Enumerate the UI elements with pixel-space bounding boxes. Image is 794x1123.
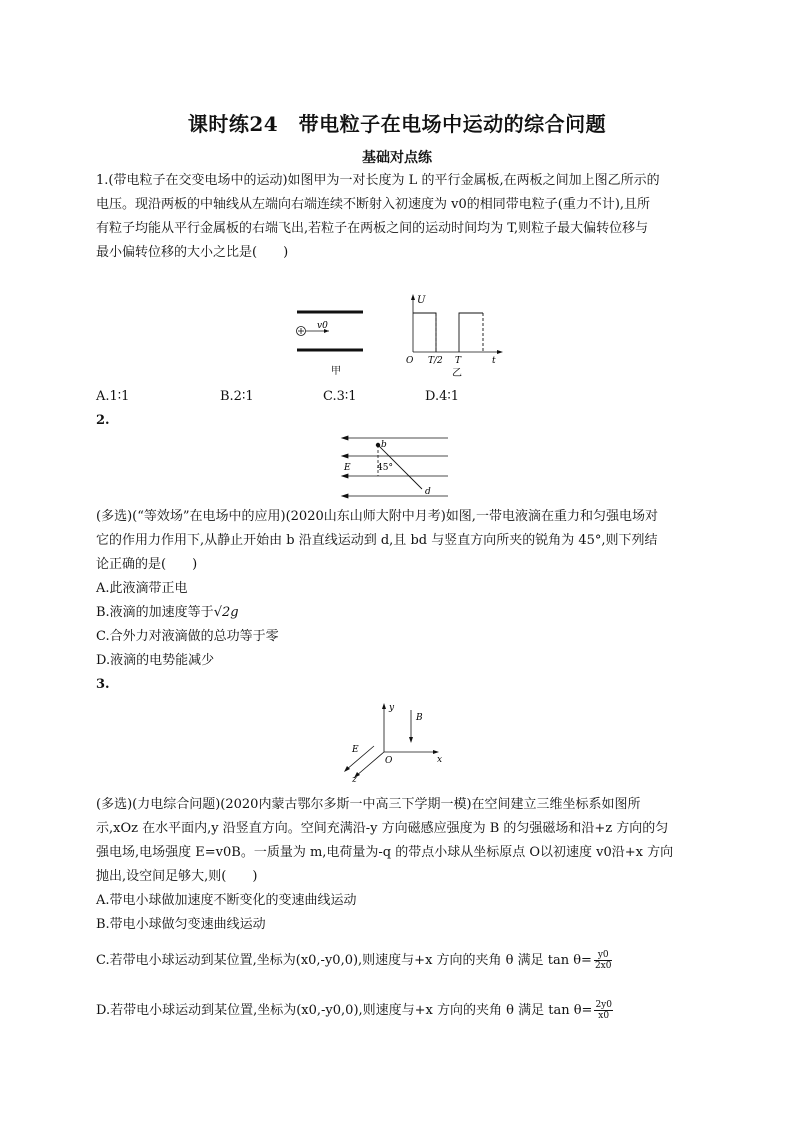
q3-option-b: B.带电小球做匀变速曲线运动 xyxy=(96,917,266,932)
q1-option-c: C.3∶1 xyxy=(323,389,357,404)
q3-option-c xyxy=(96,950,612,971)
field-lines xyxy=(342,436,448,498)
angle-label: 45° xyxy=(377,463,393,473)
q3-option-c-fraction: $\frac{y0}{2x0}$ xyxy=(594,950,612,971)
z-axis xyxy=(356,752,384,776)
half-period-label: T/2 xyxy=(428,356,443,366)
figure-a-caption: 甲 xyxy=(331,366,341,377)
q2-number: 2. xyxy=(96,413,110,428)
q3-stem-line-1: (多选)(力电综合问题)(2020内蒙古鄂尔多斯一中高三下学期一模)在空间建立三维坐标系如图所 xyxy=(96,797,641,812)
q1-figure-plates xyxy=(285,300,375,380)
x-label: x xyxy=(437,755,443,765)
q2-stem-line-2: 它的作用力作用下,从静止开始由 b 沿直线运动到 d,且 bd 与竖直方向所夹的锐角为 45°,则下列结 xyxy=(96,533,658,548)
q2-stem-line-3: 论正确的是( ) xyxy=(96,557,198,572)
b-label: B xyxy=(416,713,423,723)
q1-option-d: D.4∶1 xyxy=(425,389,460,404)
q3-option-d-text: D.若带电小球运动到某位置,坐标为(x0,-y0,0),则速度与+x 方向的夹角 θ 满足 tan θ= xyxy=(96,1003,593,1018)
q1-stem-line-4: 最小偏转位移的大小之比是( ) xyxy=(96,245,289,260)
q1-stem-line-3: 有粒子均能从平行金属板的右端飞出,若粒子在两板之间的运动时间均为 T,则粒子最大偏转位移与 xyxy=(96,221,649,236)
pulse-1 xyxy=(413,313,436,352)
q2-option-b-formula: √2g xyxy=(213,605,239,620)
e-label: E xyxy=(352,745,359,755)
q1-figure-voltage xyxy=(400,292,510,380)
velocity-label: v0 xyxy=(317,321,328,331)
q2-option-b-text: B.液滴的加速度等于 xyxy=(96,605,214,620)
t-label: t xyxy=(492,356,496,366)
q3-figure xyxy=(336,700,452,784)
q2-option-b xyxy=(96,604,239,622)
q1-stem-line-1: 1.(带电粒子在交变电场中的运动)如图甲为一对长度为 L 的平行金属板,在两板之间加上图乙所示的 xyxy=(96,173,660,188)
field-label: E xyxy=(344,463,351,473)
q3-option-c-text: C.若带电小球运动到某位置,坐标为(x0,-y0,0),则速度与+x 方向的夹角 θ 满足 tan θ= xyxy=(96,953,592,968)
q1-stem-line-2: 电压。现沿两板的中轴线从左端向右端连续不断射入初速度为 v0的相同带电粒子(重力不计),且所 xyxy=(96,197,651,212)
section-heading: 基础对点练 xyxy=(362,150,432,166)
q3-stem-line-3: 强电场,电场强度 E=v0B。一质量为 m,电荷量为-q 的带点小球从坐标原点 O以初速度 v0沿+x 方向 xyxy=(96,845,674,860)
origin-label: O xyxy=(406,356,414,366)
point-b-label: b xyxy=(381,440,387,450)
q2-option-d: D.液滴的电势能减少 xyxy=(96,653,215,668)
origin-label: O xyxy=(385,756,393,766)
q2-option-a: A.此液滴带正电 xyxy=(96,581,188,596)
q1-option-a: A.1∶1 xyxy=(96,389,130,404)
pulse-2 xyxy=(459,313,483,352)
q3-option-d xyxy=(96,1000,613,1021)
q2-figure xyxy=(338,432,452,502)
q3-stem-line-4: 抛出,设空间足够大,则( ) xyxy=(96,869,258,884)
q3-option-d-fraction: $\frac{2y0}{x0}$ xyxy=(595,1000,612,1021)
z-label: z xyxy=(352,775,357,784)
u-label: U xyxy=(417,295,426,306)
q2-option-c: C.合外力对液滴做的总功等于零 xyxy=(96,629,279,644)
q3-option-a: A.带电小球做加速度不断变化的变速曲线运动 xyxy=(96,893,357,908)
figure-b-caption: 乙 xyxy=(452,368,462,379)
e-field-arrow xyxy=(346,746,374,770)
q2-stem-line-1: (多选)(“等效场”在电场中的应用)(2020山东山师大附中月考)如图,一带电液滴在重力和匀强电场对 xyxy=(96,509,658,524)
y-label: y xyxy=(389,703,395,713)
page-title: 课时练24 带电粒子在电场中运动的综合问题 xyxy=(187,112,607,136)
q3-number: 3. xyxy=(96,677,110,692)
q3-stem-line-2: 示,xOz 在水平面内,y 沿竖直方向。空间充满沿-y 方向磁感应强度为 B 的匀强磁场和沿+z 方向的匀 xyxy=(96,821,669,836)
point-d-label: d xyxy=(425,487,431,497)
period-label: T xyxy=(455,356,462,366)
q1-option-b: B.2∶1 xyxy=(220,389,254,404)
